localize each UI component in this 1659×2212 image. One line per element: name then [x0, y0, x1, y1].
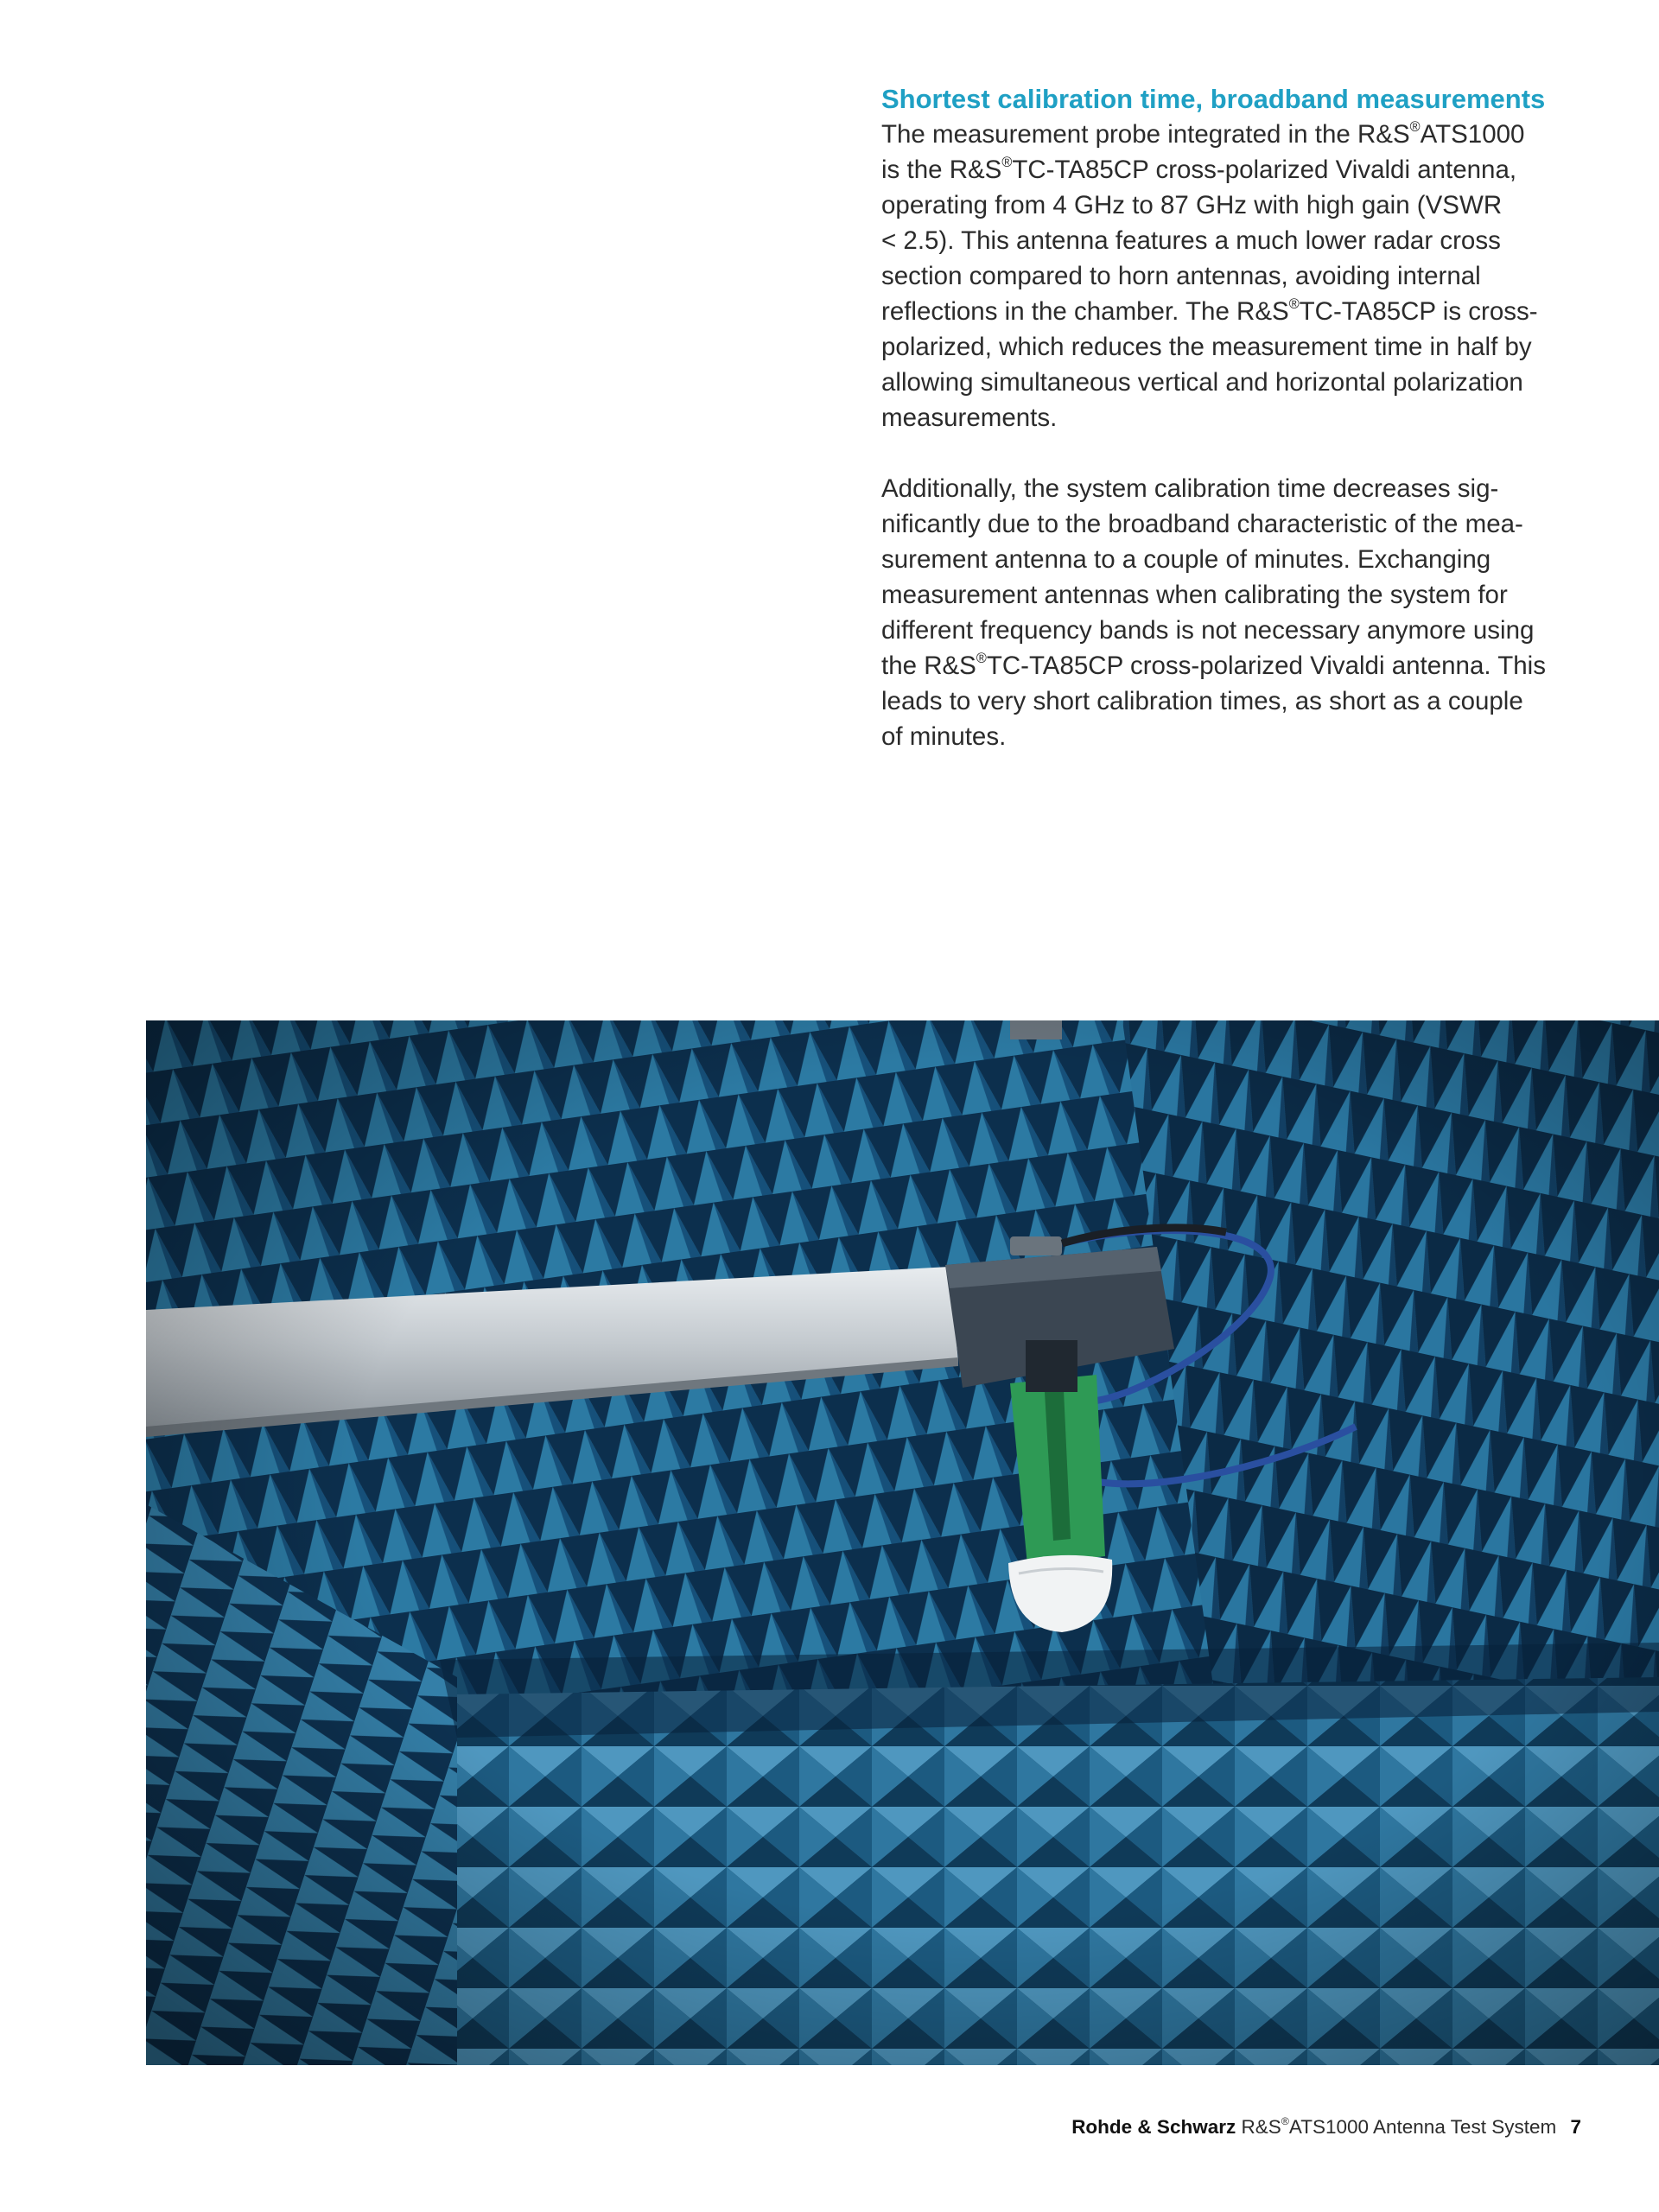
body-paragraph-1: The measurement probe integrated in the R&S®ATS1000 is the R&S®TC-TA85CP cross-polarized Vivaldi antenna, operating from 4 GHz to 87 GHz with high gain (VSWR < 2.5). This antenna features a much lower radar cross section compared to horn antennas, avoiding internal reflections in the chamber. The R&S®TC-TA85CP is cross- polarized, which reduces the measurement time in half by allowing simultaneous vertical and horizontal polarization measurements.: [881, 119, 1538, 432]
footer-brand: Rohde & Schwarz: [1071, 2116, 1236, 2138]
section-heading: Shortest calibration time, broadband measurements: [881, 84, 1546, 114]
body-paragraph-2: Additionally, the system calibration time decreases sig- nificantly due to the broadband characteristic of the mea- surement antenna to a couple of minutes. Exchanging measurement antennas when calibrating the system for different frequency bands is not necessary anymore using the R&S®TC-TA85CP cross-polarized Vivaldi antenna. This leads to very short calibration times, as short as a couple of minutes.: [881, 474, 1546, 751]
article-text-column: [881, 81, 1590, 754]
anechoic-chamber-photo: [146, 1020, 1659, 2065]
page-footer: [1071, 2115, 1581, 2139]
page-number: 7: [1570, 2116, 1581, 2138]
footer-product: R&S®ATS1000 Antenna Test System: [1241, 2115, 1557, 2138]
